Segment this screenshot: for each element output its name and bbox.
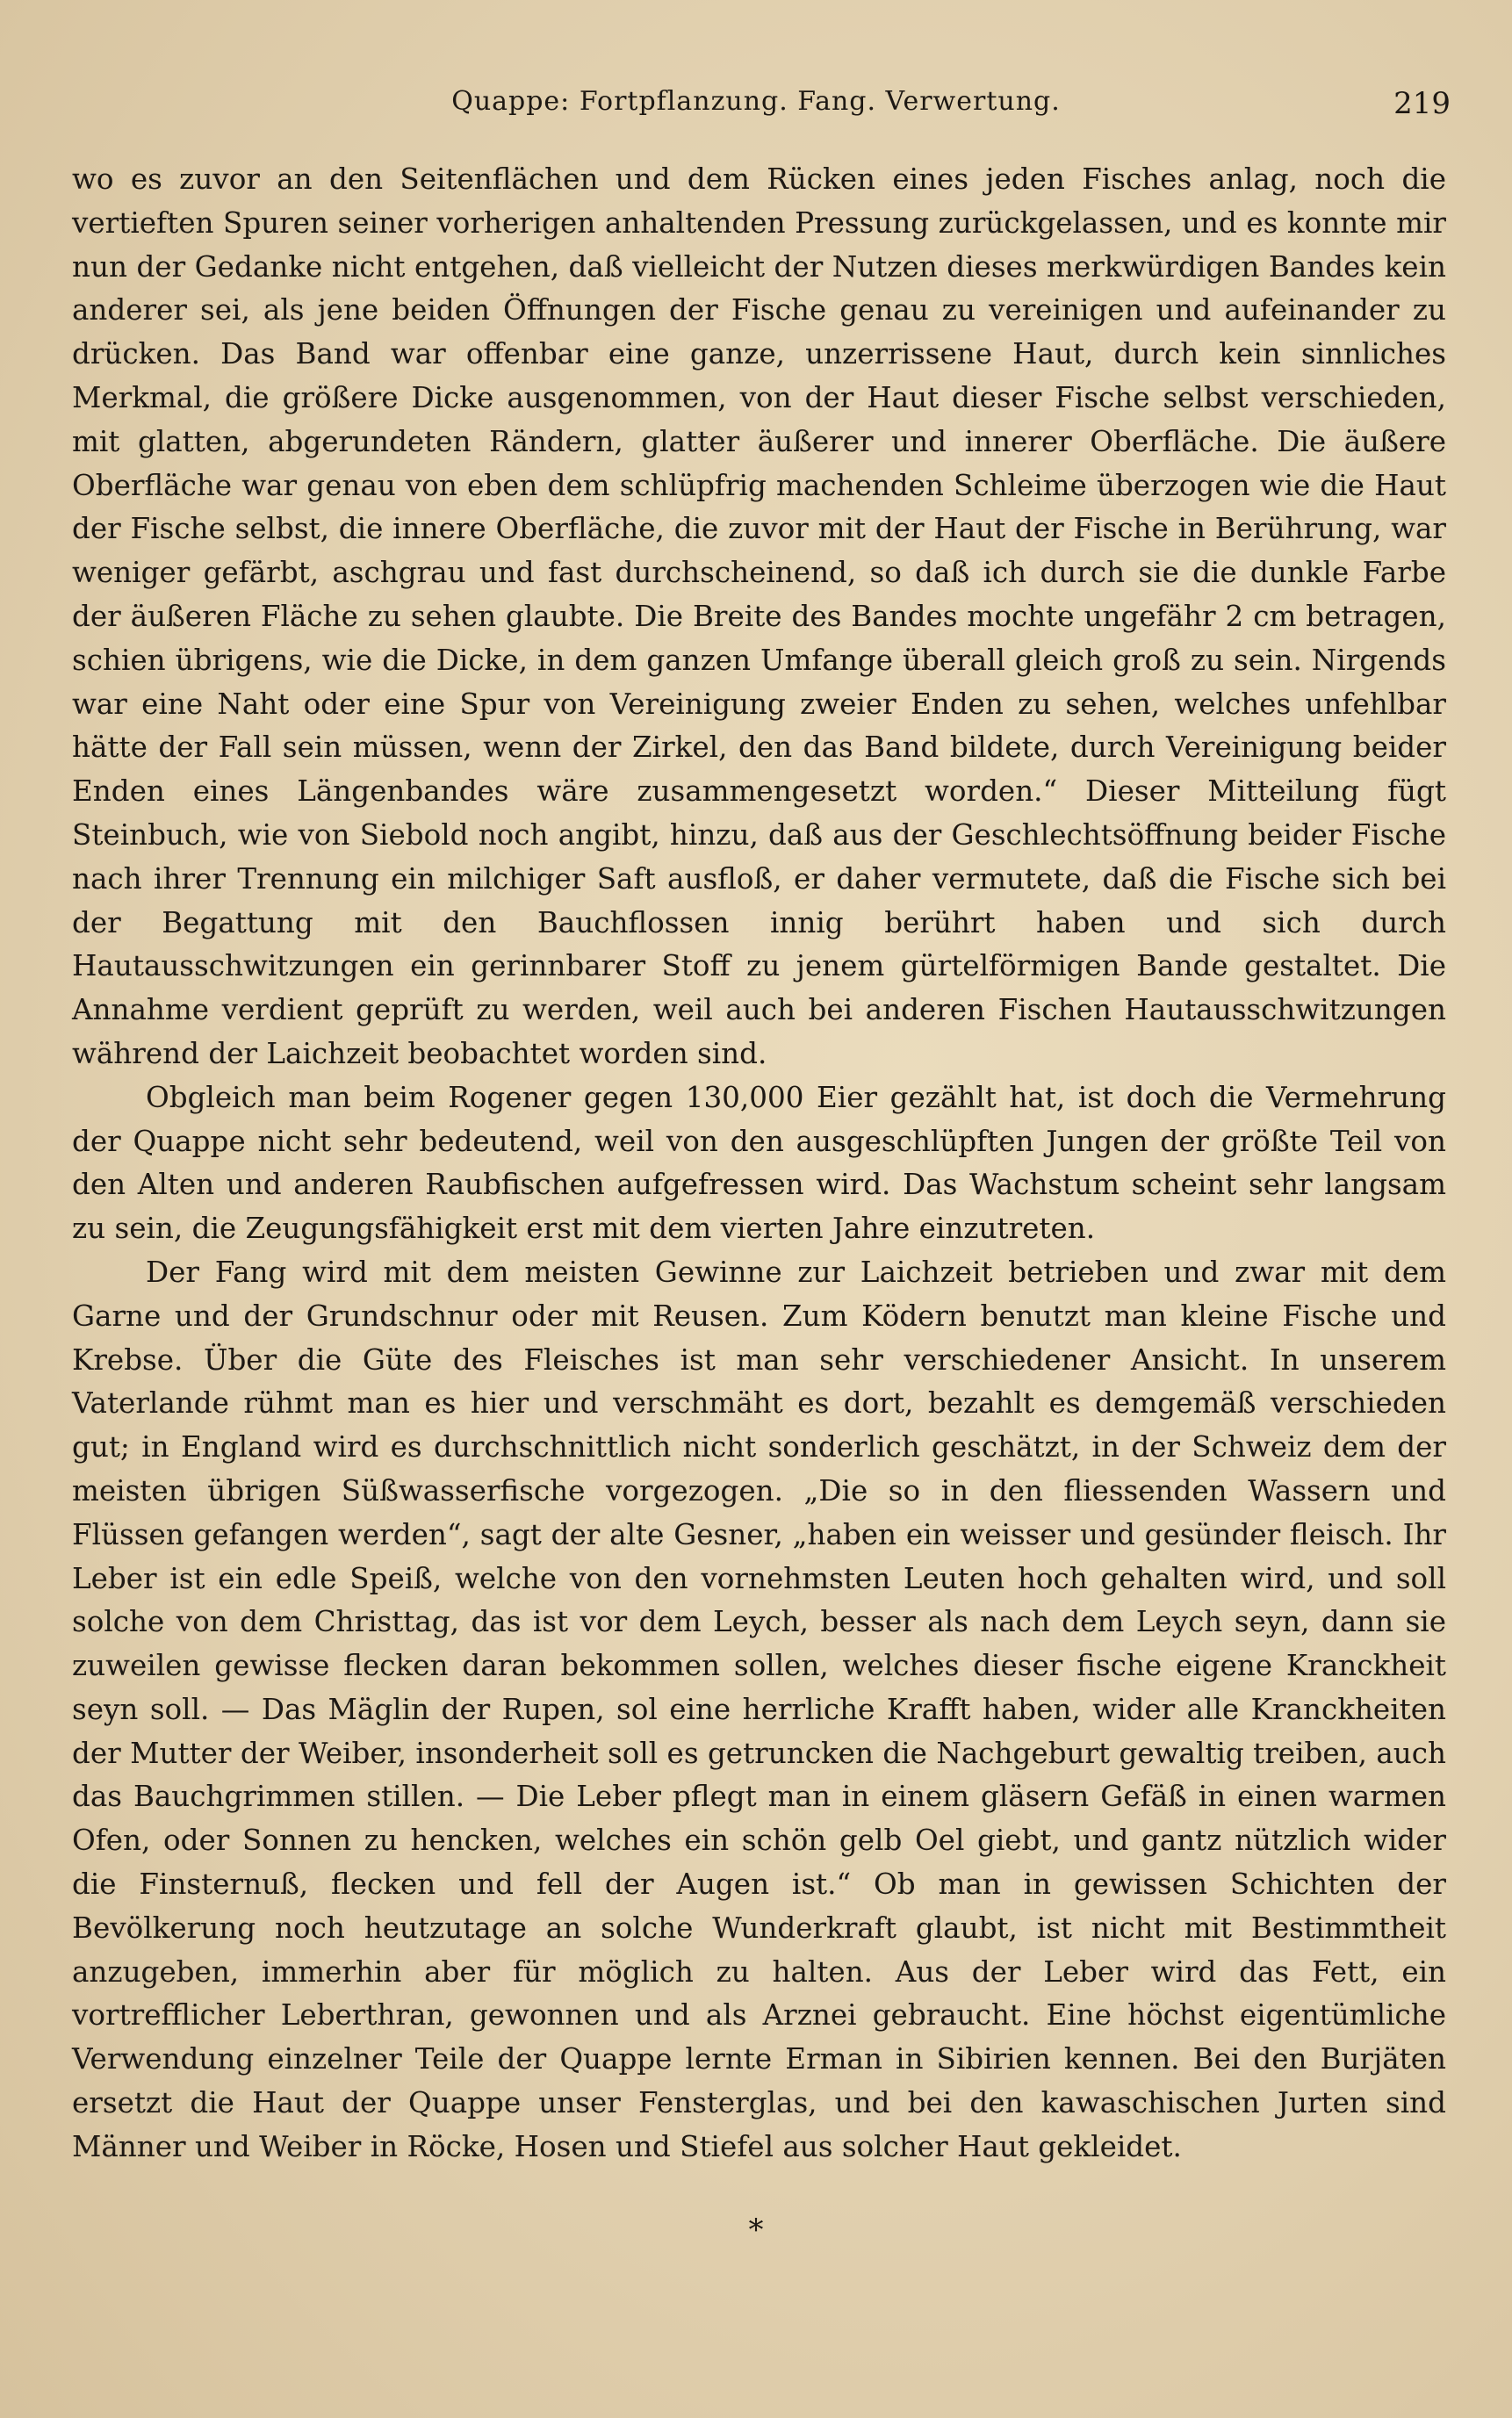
paragraph-continuation: wo es zuvor an den Seitenflächen und dem Rücken eines jeden Fisches anlag, noch die vertieften Spuren seiner vorherigen anhaltenden Pressung zurückgelassen, und es konnte mir nun der Gedanke nicht entgehen, daß vielleicht der Nutzen dieses merkwürdigen Bandes kein anderer sei, als jene beiden Öffnungen der Fische genau zu vereinigen und aufeinander zu drücken. Das Band war offenbar eine ganze, unzerrissene Haut, durch kein sinnliches Merkmal, die größere Dicke ausgenommen, von der Haut dieser Fische selbst verschieden, mit glatten, abgerundeten Rändern, glatter äußerer und innerer Oberfläche. Die äußere Oberfläche war genau von eben dem schlüpfrig machenden Schleime überzogen wie die Haut der Fische selbst, die innere Oberfläche, die zuvor mit der Haut der Fische in Berührung, war weniger gefärbt, aschgrau und fast durchscheinend, so daß ich durch sie die dunkle Farbe der äußeren Fläche zu sehen glaubte. Die Breite des Bandes mochte ungefähr 2 cm betragen, schien übrigens, wie die Dicke, in dem ganzen Umfange überall gleich groß zu sein. Nirgends war eine Naht oder eine Spur von Vereinigung zweier Enden zu sehen, welches unfehlbar hätte der Fall sein müssen, wenn der Zirkel, den das Band bildete, durch Vereinigung beider Enden eines Längenbandes wäre zusammengesetzt worden.“ Dieser Mitteilung fügt Steinbuch, wie von Siebold noch angibt, hinzu, daß aus der Geschlechtsöffnung beider Fische nach ihrer Trennung ein milchiger Saft ausfloß, er daher vermutete, daß die Fische sich bei der Begattung mit den Bauchflossen innig berührt haben und sich durch Hautausschwitzungen ein gerinnbarer Stoff zu jenem gürtelförmigen Bande gestaltet. Die Annahme verdient geprüft zu werden, weil auch bei anderen Fischen Hautausschwitzungen während der Laichzeit beobachtet worden sind. <box>72 162 1446 1070</box>
body-text <box>72 158 1446 2170</box>
paragraph-fishing-usage: Der Fang wird mit dem meisten Gewinne zur Laichzeit betrieben und zwar mit dem Garne und der Grundschnur oder mit Reusen. Zum Ködern benutzt man kleine Fische und Krebse. Über die Güte des Fleisches ist man sehr verschiedener Ansicht. In unserem Vaterlande rühmt man es hier und verschmäht es dort, bezahlt es demgemäß verschieden gut; in England wird es durchschnittlich nicht sonderlich geschätzt, in der Schweiz dem der meisten übrigen Süßwasserfische vorgezogen. „Die so in den fliessenden Wassern und Flüssen gefangen werden“, sagt der alte Gesner, „haben ein weisser und gesünder fleisch. Ihr Leber ist ein edle Speiß, welche von den vornehmsten Leuten hoch gehalten wird, und soll solche von dem Christtag, das ist vor dem Leych, besser als nach dem Leych seyn, dann sie zuweilen gewisse flecken daran bekommen sollen, welches dieser fische eigene Kranckheit seyn soll. — Das Mäglin der Rupen, sol eine herrliche Krafft haben, wider alle Kranckheiten der Mutter der Weiber, insonderheit soll es getruncken die Nachgeburt gewaltig treiben, auch das Bauchgrimmen stillen. — Die Leber pflegt man in einem gläsern Gefäß in einen warmen Ofen, oder Sonnen zu hencken, welches ein schön gelb Oel giebt, und gantz nützlich wider die Finsternuß, flecken und fell der Augen ist.“ Ob man in gewissen Schichten der Bevölkerung noch heutzutage an solche Wunderkraft glaubt, ist nicht mit Bestimmtheit anzugeben, immerhin aber für möglich zu halten. Aus der Leber wird das Fett, ein vortrefflicher Leberthran, gewonnen und als Arznei gebraucht. Eine höchst eigentümliche Verwendung einzelner Teile der Quappe lernte Erman in Sibirien kennen. Bei den Burjäten ersetzt die Haut der Quappe unser Fensterglas, und bei den kawaschischen Jurten sind Männer und Weiber in Röcke, Hosen und Stiefel aus solcher Haut gekleidet. <box>72 1255 1446 2163</box>
section-end-asterisk: * <box>748 2213 764 2248</box>
page-number: 219 <box>1393 86 1451 121</box>
paragraph-reproduction: Obgleich man beim Rogener gegen 130,000 Eier gezählt hat, ist doch die Vermehrung der Quappe nicht sehr bedeutend, weil von den ausgeschlüpften Jungen der größte Teil von den Alten und anderen Raubfischen aufgefressen wird. Das Wachstum scheint sehr langsam zu sein, die Zeugungsfähigkeit erst mit dem vierten Jahre einzutreten. <box>72 1080 1446 1246</box>
running-head <box>0 86 1512 139</box>
running-head-title: Quappe: Fortpflanzung. Fang. Verwertung. <box>451 86 1061 117</box>
